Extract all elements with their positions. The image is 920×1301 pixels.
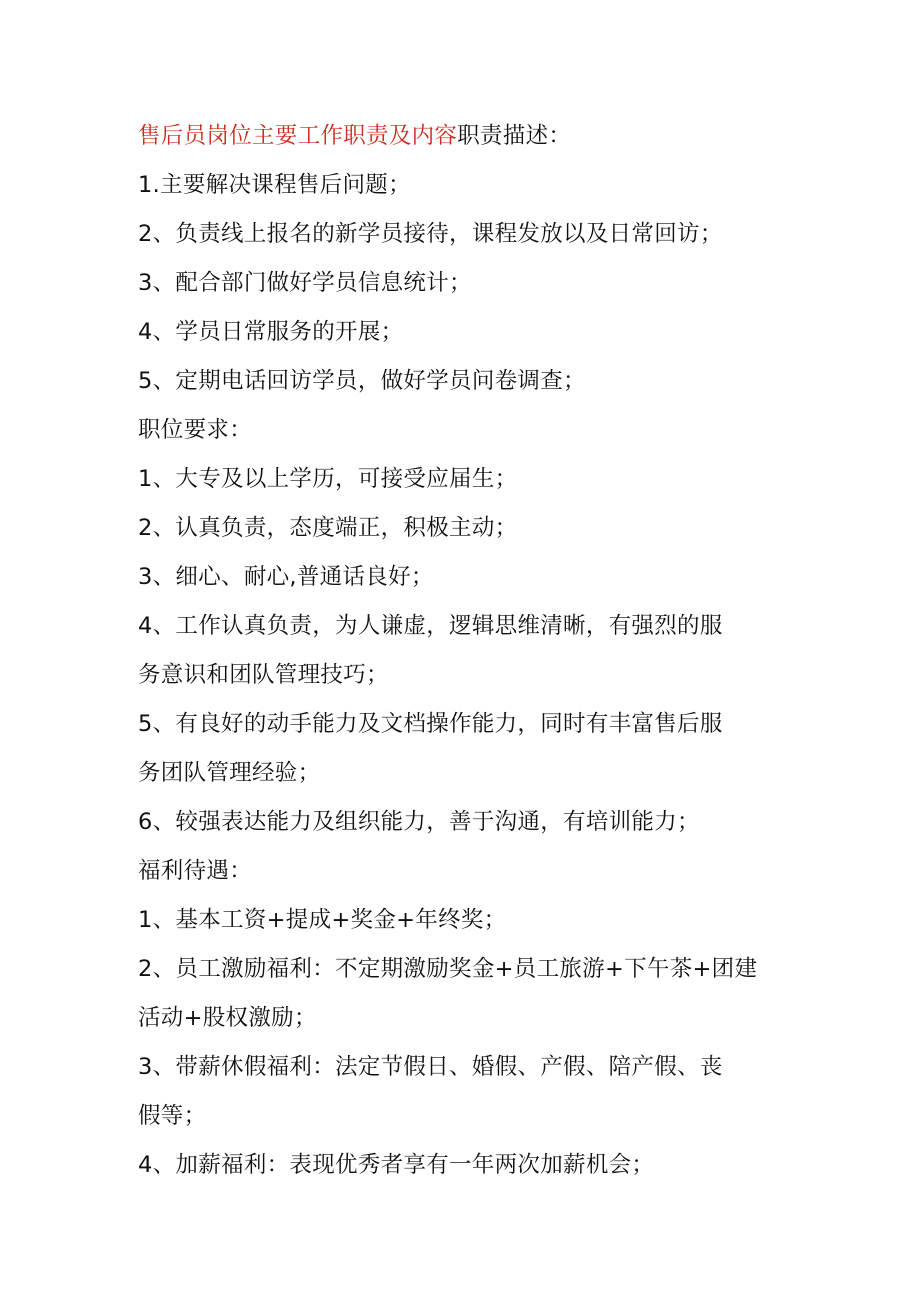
text-line-21: 4、加薪福利：表现优秀者享有一年两次加薪机会； <box>138 1152 655 1178</box>
text-line-19: 3、带薪休假福利：法定节假日、婚假、产假、陪产假、丧 <box>138 1054 723 1080</box>
text-line-16: 1、基本工资+提成+奖金+年终奖； <box>138 907 507 933</box>
text-line-10: 4、工作认真负责，为人谦虚，逻辑思维清晰，有强烈的服 <box>138 613 723 639</box>
text-line-1: 1.主要解决课程售后问题； <box>138 172 411 198</box>
text-line-9: 3、细心、耐心,普通话良好； <box>138 564 434 590</box>
text-line-11: 务意识和团队管理技巧； <box>138 662 389 688</box>
text-line-4: 4、学员日常服务的开展； <box>138 319 404 345</box>
text-line-3: 3、配合部门做好学员信息统计； <box>138 270 472 296</box>
text-line-14: 6、较强表达能力及组织能力，善于沟通，有培训能力； <box>138 809 700 835</box>
title-red-part: 售后员岗位主要工作职责及内容 <box>138 123 458 149</box>
title-black-part: 职责描述： <box>457 123 572 149</box>
section-heading-benefits: 福利待遇： <box>138 858 253 884</box>
text-line-18: 活动+股权激励； <box>138 1005 317 1031</box>
text-line-5: 5、定期电话回访学员，做好学员问卷调查； <box>138 368 586 394</box>
text-line-7: 1、大专及以上学历，可接受应届生； <box>138 466 518 492</box>
text-line-17: 2、员工激励福利：不定期激励奖金+员工旅游+下午茶+团建 <box>138 956 758 982</box>
text-line-20: 假等； <box>138 1103 207 1129</box>
text-line-2: 2、负责线上报名的新学员接待，课程发放以及日常回访； <box>138 221 723 247</box>
document-body <box>138 112 798 1190</box>
text-line-8: 2、认真负责，态度端正，积极主动； <box>138 515 518 541</box>
section-heading-requirements: 职位要求： <box>138 417 253 443</box>
document-title <box>138 112 798 161</box>
text-line-12: 5、有良好的动手能力及文档操作能力，同时有丰富售后服 <box>138 711 723 737</box>
text-line-13: 务团队管理经验； <box>138 760 321 786</box>
